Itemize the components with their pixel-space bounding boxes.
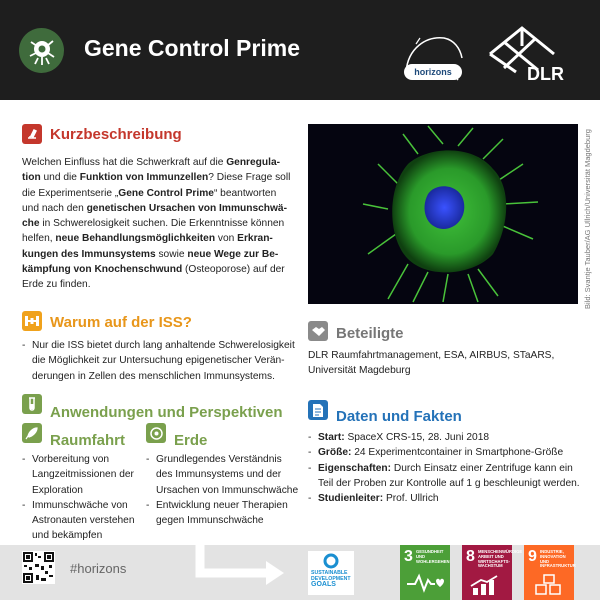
raumfahrt-bullet-list: [22, 452, 147, 544]
page-title: Gene Control Prime: [84, 35, 300, 61]
text-line: kämpfung von Knochenschwund (Osteoporose) auf der: [22, 264, 285, 276]
heading-anwendungen: Anwendungen und Perspektiven: [50, 404, 283, 421]
heading-beteiligte: Beteiligte: [336, 325, 404, 342]
sdg-logo: [308, 551, 354, 595]
iss-bullet-list: [22, 338, 307, 384]
list-item: - Größe: 24 Experimentcontainer in Smartphone-Größe: [308, 445, 593, 460]
description-text: [22, 155, 302, 293]
heading-kurzbeschreibung: Kurzbeschreibung: [50, 126, 182, 143]
document-icon: [308, 400, 328, 420]
horizons-label: horizons: [404, 64, 462, 80]
globe-gear-icon: [146, 423, 166, 443]
list-item: - Start: SpaceX CRS-15, 28. Juni 2018: [308, 430, 593, 445]
list-item: - Nur die ISS bietet durch lang anhaltende Schwerelosigkeit die Möglichkeit zur Untersuchung epigenetischer Verän- derungen in Zellen des menschlichen Immunsystems.: [22, 338, 307, 384]
heading-daten-fakten: Daten und Fakten: [336, 408, 462, 425]
experiment-logo: [19, 28, 64, 73]
sdg-logo-text: SUSTAINABLE DEVELOPMENT GOALS: [311, 570, 351, 588]
partners-text: DLR Raumfahrtmanagement, ESA, AIRBUS, STaARS, Universität Magdeburg: [308, 350, 555, 377]
horizons-logo: [398, 30, 468, 86]
immune-cell-micrograph: [308, 124, 578, 304]
text-line: kungen des Immunsystems sowie neue Wege zur Be-: [22, 248, 279, 260]
header-bar: [0, 0, 600, 100]
heartbeat-icon: [405, 572, 445, 594]
growth-chart-icon: [467, 574, 507, 596]
list-item: - Entwicklung neuer Therapien gegen Immunschwäche: [146, 498, 306, 529]
sdg-9-tile[interactable]: 9 INDUSTRIE, INNOVATION UND INFRASTRUKTUR: [524, 545, 574, 600]
heading-raumfahrt: Raumfahrt: [50, 432, 126, 449]
list-item: - Studienleiter: Prof. Ullrich: [308, 491, 593, 506]
text-line: und nach den genetischen Ursachen von Immunschwä-: [22, 202, 287, 214]
heading-warum-iss: Warum auf der ISS?: [50, 314, 192, 331]
microscope-icon: [22, 124, 42, 144]
handshake-icon: [308, 321, 328, 341]
test-tube-icon: [22, 394, 42, 414]
sdg-3-tile[interactable]: 3 GESUNDHEIT UND WOHLERGEHEN: [400, 545, 450, 600]
list-item: - Immunschwäche von Astronauten verstehen und bekämpfen: [22, 498, 147, 544]
plant-cell-icon: [25, 34, 59, 68]
heading-erde: Erde: [174, 432, 208, 449]
text-line: die Experimentserie „Gene Control Prime“ beantworten: [22, 187, 277, 199]
list-item: - Vorbereitung von Langzeitmissionen der Exploration: [22, 452, 147, 498]
text-line: che in Schwerelosigkeit suchen. Die Erkenntnisse können: [22, 218, 285, 230]
cubes-icon: [530, 574, 570, 596]
text-line: helfen, neue Behandlungsmöglichkeiten von Erkran-: [22, 233, 273, 245]
rocket-icon: [22, 423, 42, 443]
dlr-wordmark: DLR: [527, 64, 564, 84]
list-item: - Grundlegendes Verständnis des Immunsystems und der Ursachen von Immunschwäche: [146, 452, 306, 498]
sdg-8-tile[interactable]: 8 MENSCHENWÜRDIGE ARBEIT UND WIRTSCHAFTS-WACHSTUM: [462, 545, 512, 600]
erde-bullet-list: [146, 452, 306, 528]
hashtag-label: #horizons: [70, 561, 127, 576]
qr-code-icon[interactable]: [22, 551, 55, 584]
text-line: Welchen Einfluss hat die Schwerkraft auf die Genregula-: [22, 157, 281, 168]
text-line: tion und die Funktion von Immunzellen? Diese Frage soll: [22, 172, 291, 184]
text-line: Erde zu finden.: [22, 279, 91, 291]
list-item: - Eigenschaften: Durch Einsatz einer Zentrifuge kann ein Teil der Proben zur Kontrolle auf 1 g beschleunigt werden.: [308, 461, 593, 492]
space-station-icon: [22, 311, 42, 331]
image-credit: Bild: Svantje Tauber/AG Ullrich/Universität Magdeburg: [583, 129, 592, 309]
facts-list: [308, 430, 593, 506]
